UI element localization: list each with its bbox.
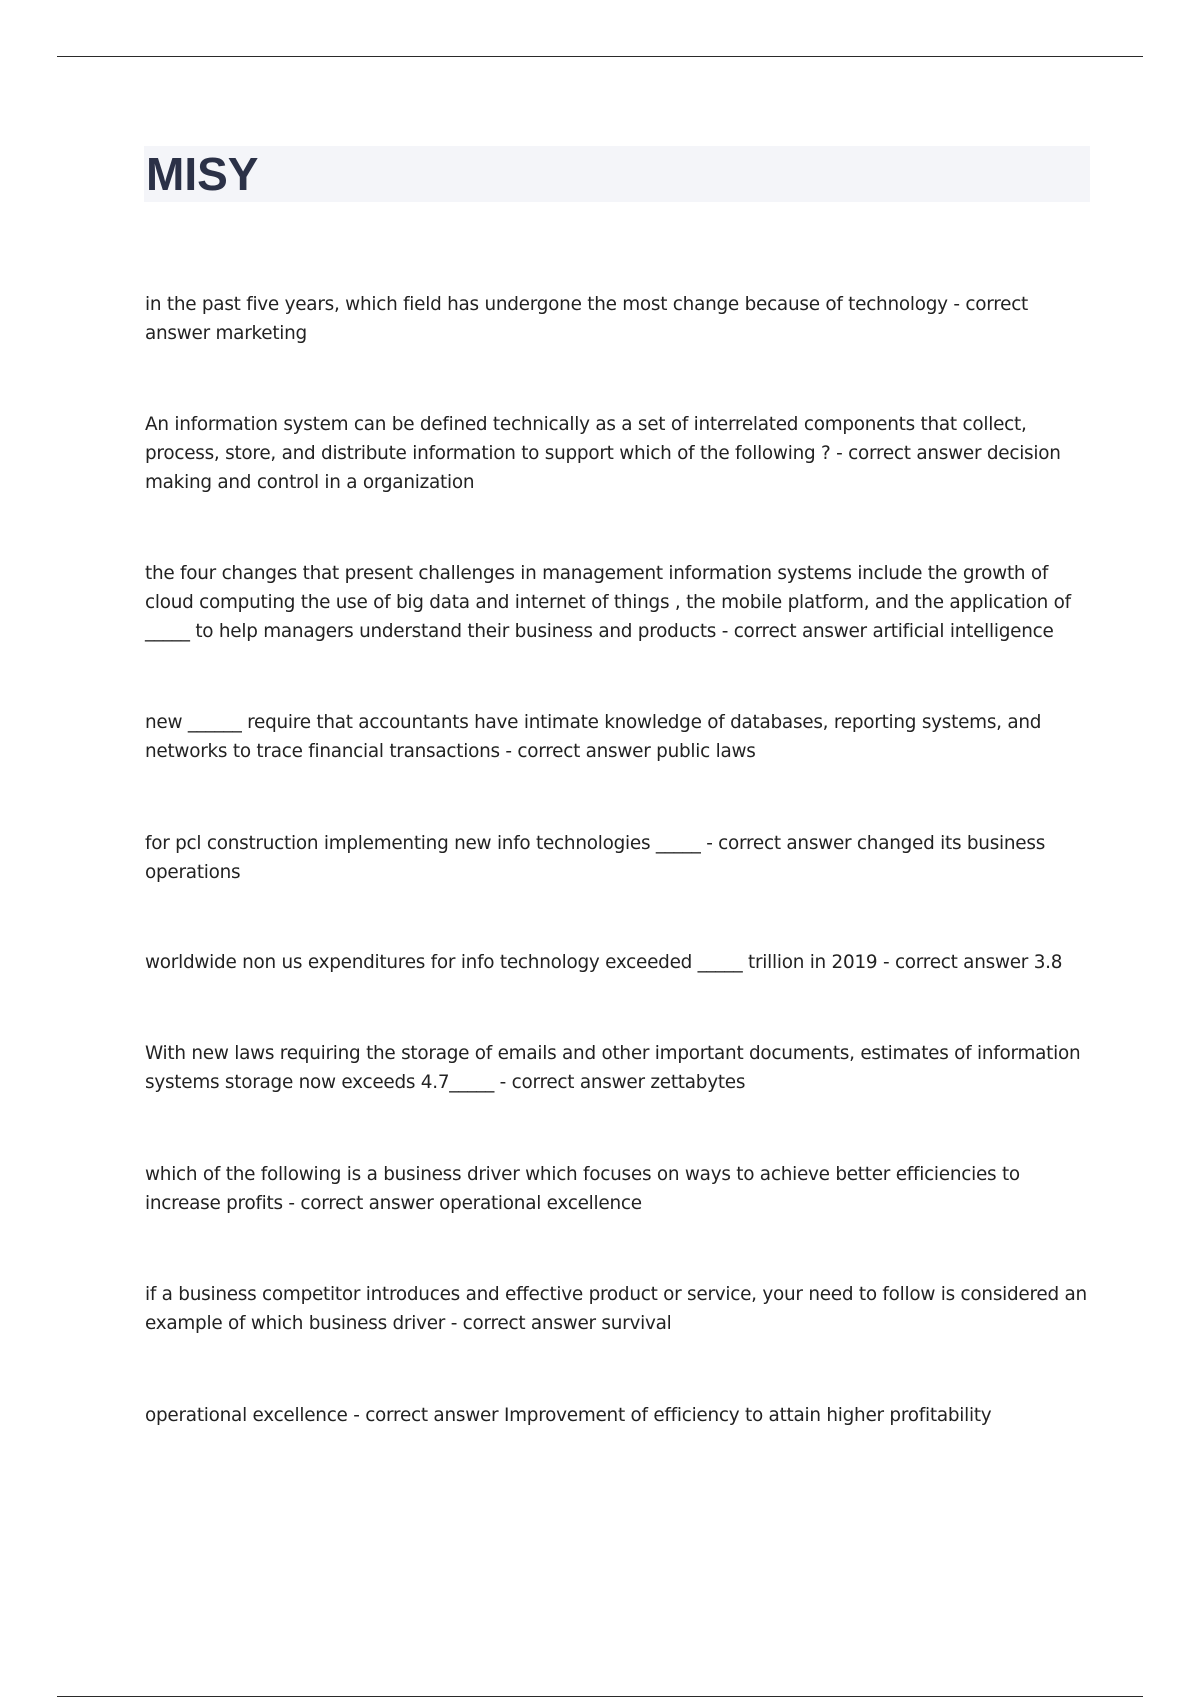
qa-item-10: operational excellence - correct answer Improvement of efficiency to attain higher profitability (145, 1405, 992, 1426)
document-title: MISY (146, 148, 259, 200)
qa-item-9: if a business competitor introduces and effective product or service, your need to follow is considered an example of which business driver - correct answer survival (145, 1284, 1087, 1334)
qa-item-7: With new laws requiring the storage of emails and other important documents, estimates of information systems storage now exceeds 4.7_____ - correct answer zettabytes (145, 1043, 1081, 1093)
qa-item-4: new ______ require that accountants have intimate knowledge of databases, reporting systems, and networks to trace financial transactions - correct answer public laws (145, 712, 1042, 762)
top-rule (57, 56, 1143, 57)
qa-item-1: in the past five years, which field has undergone the most change because of technology - correct answer marketing (145, 294, 1029, 344)
qa-item-2: An information system can be defined technically as a set of interrelated components that collect, process, store, and distribute information to support which of the following ? - correct answer decision making and control in a organization (145, 414, 1061, 493)
qa-item-8: which of the following is a business driver which focuses on ways to achieve better efficiencies to increase profits - correct answer operational excellence (145, 1164, 1020, 1214)
qa-item-5: for pcl construction implementing new info technologies _____ - correct answer changed its business operations (145, 833, 1046, 883)
qa-item-6: worldwide non us expenditures for info technology exceeded _____ trillion in 2019 - correct answer 3.8 (145, 952, 1063, 973)
qa-item-3: the four changes that present challenges in management information systems include the growth of cloud computing the use of big data and internet of things , the mobile platform, and the application of _____ to help managers understand their business and products - correct answer artificial intelligence (145, 563, 1071, 642)
title-banner (144, 146, 1090, 202)
bottom-rule (57, 1696, 1143, 1697)
